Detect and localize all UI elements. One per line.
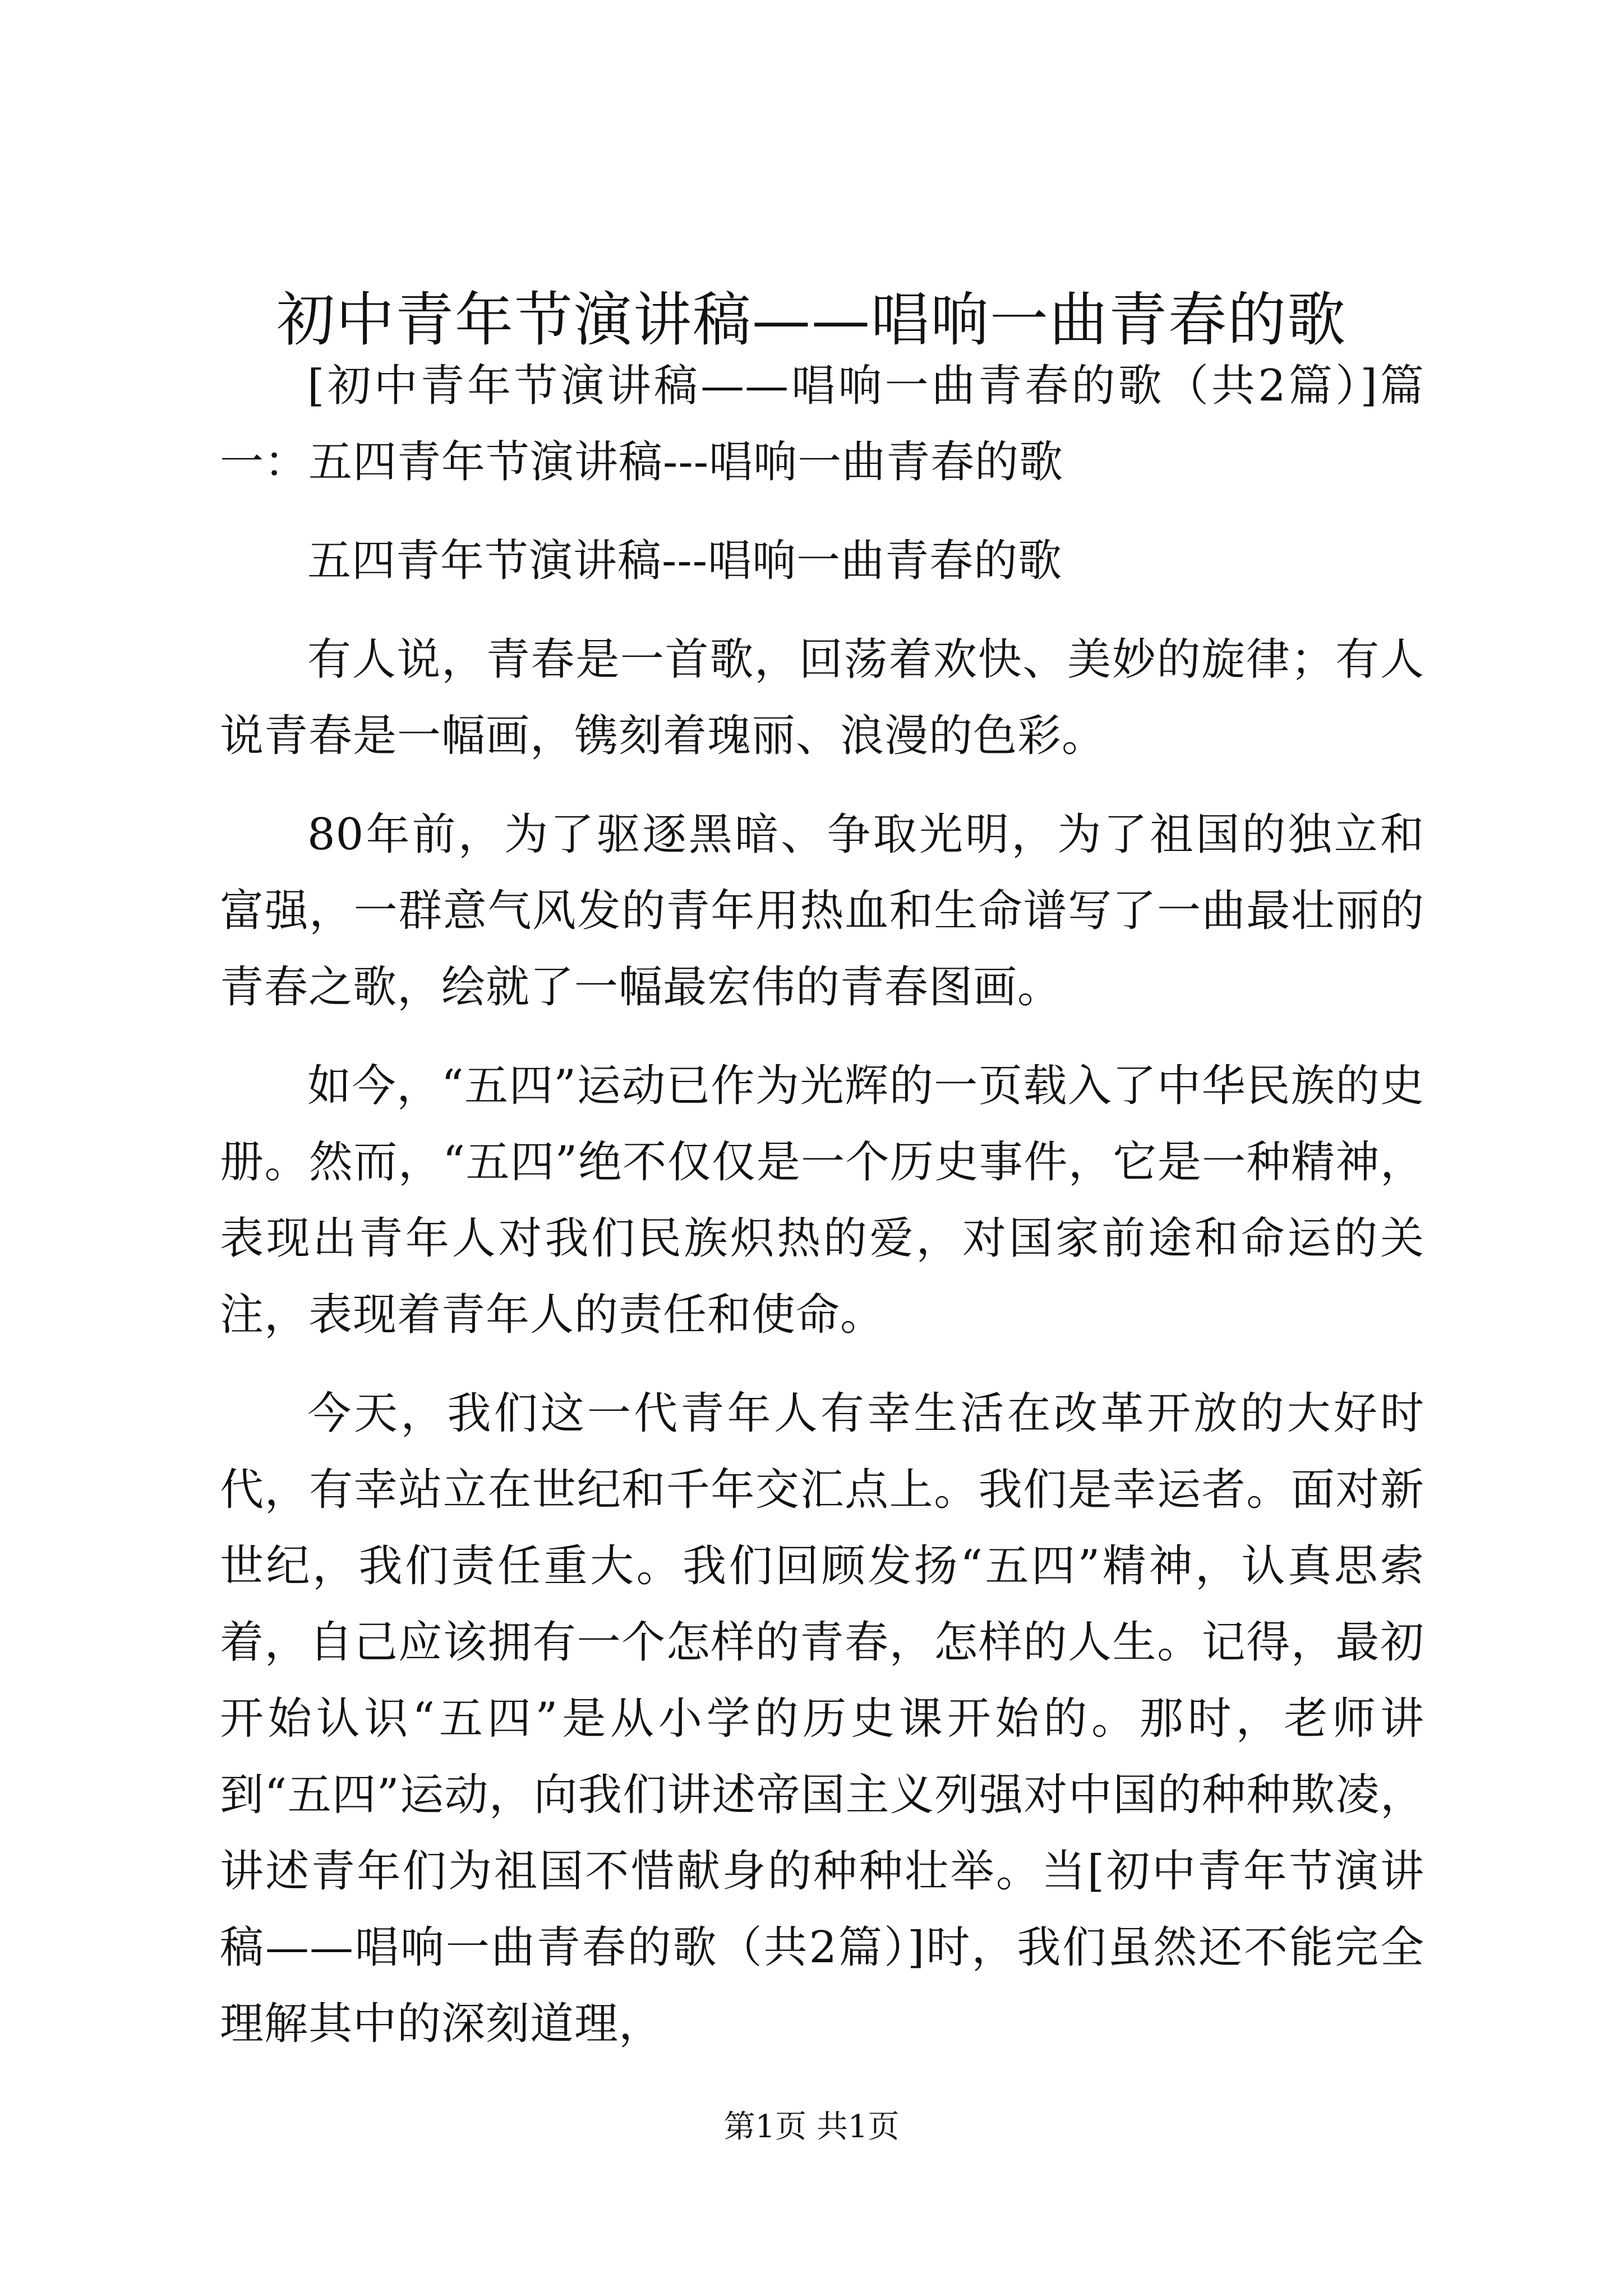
paragraph: 有人说，青春是一首歌，回荡着欢快、美妙的旋律；有人说青春是一幅画，镌刻着瑰丽、浪漫的色彩。: [220, 634, 1424, 761]
page-footer: 第1页 共1页: [723, 2109, 900, 2145]
paragraph: [初中青年节演讲稿——唱响一曲青春的歌（共2篇）]篇一：五四青年节演讲稿---唱响一曲青春的歌: [220, 361, 1424, 487]
paragraph: 如今，“五四”运动已作为光辉的一页载入了中华民族的史册。然而，“五四”绝不仅仅是一个历史事件，它是一种精神，表现出青年人对我们民族炽热的爱，对国家前途和命运的关注，表现着青年人的责任和使命。: [220, 1061, 1424, 1340]
document-body: [220, 348, 1424, 2085]
document-title: 初中青年节演讲稿——唱响一曲青春的歌: [276, 286, 1347, 354]
paragraph: 今天，我们这一代青年人有幸生活在改革开放的大好时代，有幸站立在世纪和千年交汇点上。我们是幸运者。面对新世纪，我们责任重大。我们回顾发扬“五四”精神，认真思索着，自己应该拥有一个怎样的青春，怎样的人生。记得，最初开始认识“五四”是从小学的历史课开始的。那时，老师讲到“五四”运动，向我们讲述帝国主义列强对中国的种种欺凌，讲述青年们为祖国不惜献身的种种壮举。当[初中青年节演讲稿——唱响一曲青春的歌（共2篇）]时，我们虽然还不能完全理解其中的深刻道理，: [220, 1388, 1424, 2049]
paragraph: 80年前，为了驱逐黑暗、争取光明，为了祖国的独立和富强，一群意气风发的青年用热血和生命谱写了一曲最壮丽的青春之歌，绘就了一幅最宏伟的青春图画。: [220, 809, 1424, 1013]
paragraph: 五四青年节演讲稿---唱响一曲青春的歌: [307, 536, 1063, 586]
